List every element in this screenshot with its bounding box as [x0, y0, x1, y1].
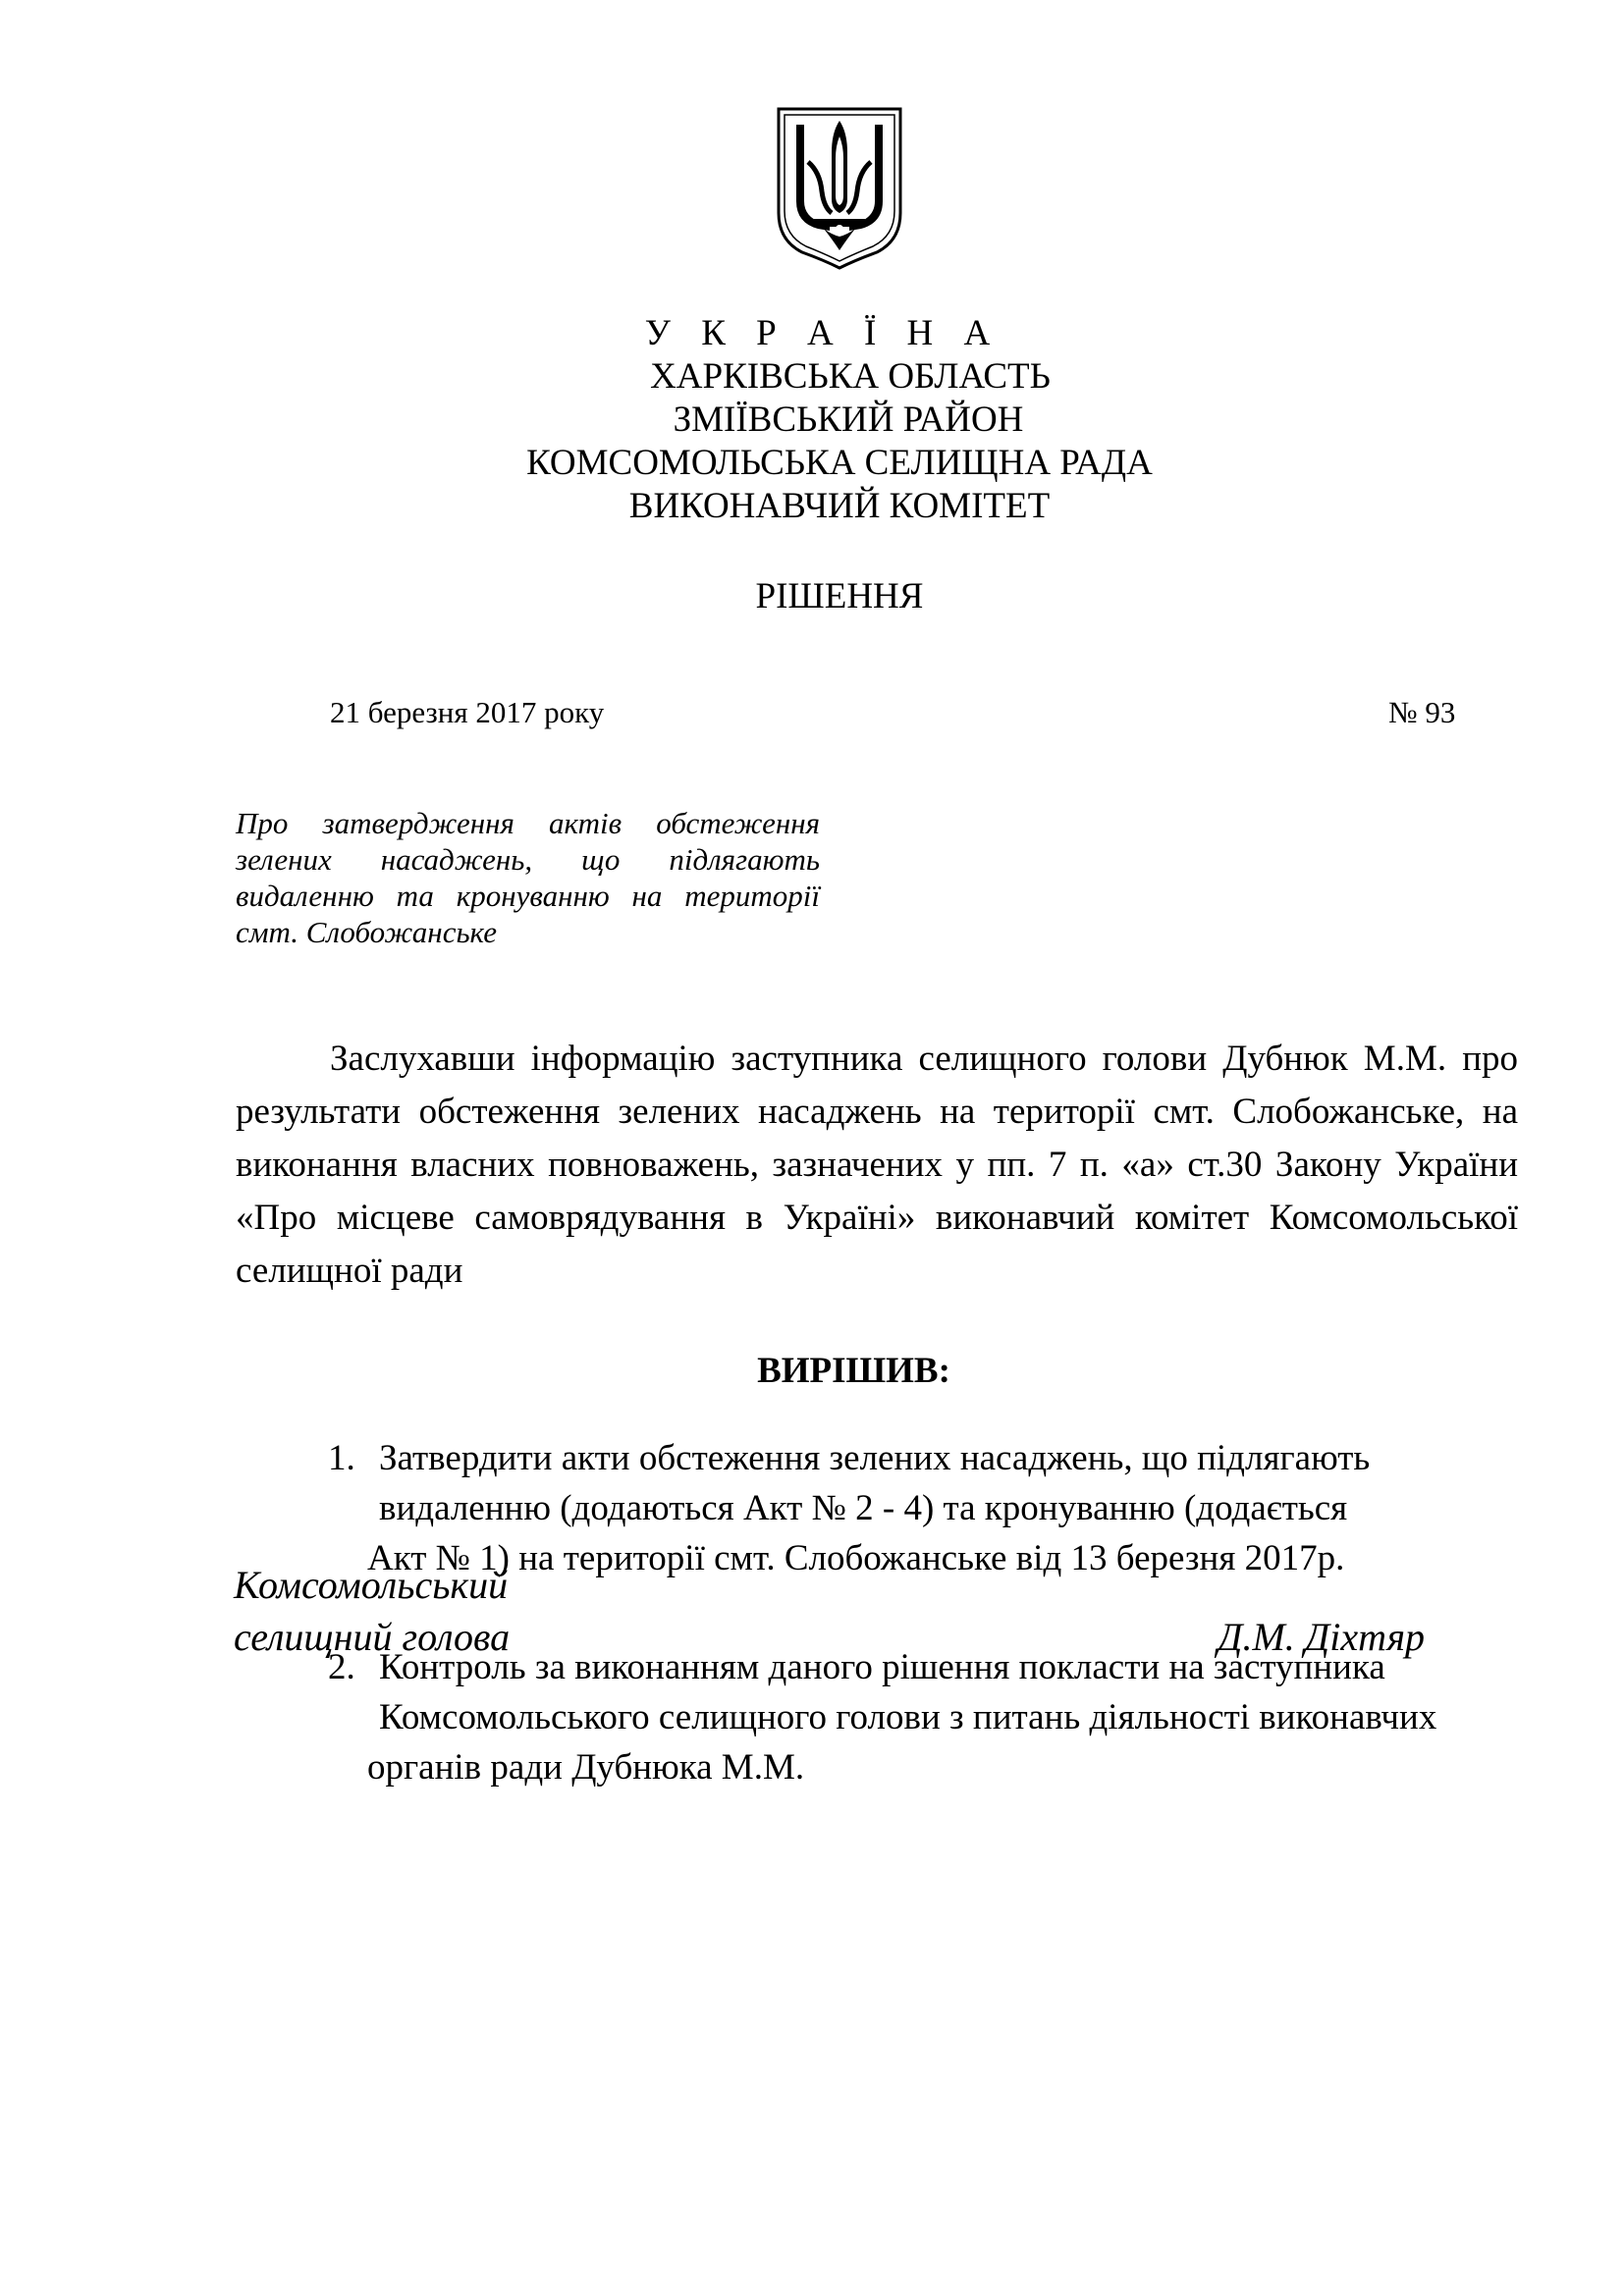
document-number: № 93 — [1388, 695, 1456, 729]
list-item — [328, 1642, 1536, 1792]
header-country: У К Р А Ї Н А — [644, 313, 1001, 353]
signer-position-line2: селищний голова — [234, 1615, 511, 1659]
item-line: Акт № 1) на території смт. Слобожанське від 13 березня 2017р. — [367, 1538, 1345, 1578]
document-type: РІШЕННЯ — [755, 576, 924, 616]
item-line: Комсомольського селищного голови з питань діяльності виконавчих — [379, 1697, 1437, 1737]
signer-name: Д.М. Діхтяр — [1218, 1615, 1426, 1659]
item-line: органів ради Дубнюка М.М. — [367, 1747, 805, 1788]
item-number: 2. — [328, 1647, 355, 1687]
preamble-paragraph: Заслухавши інформацію заступника селищного голови Дубнюк М.М. про результати обстеження зелених насаджень на території смт. Слобожанське, на виконання власних повноважень, зазначених у пп. 7 п. «а» ст.30 Закону України «Про місцеве самоврядування в Україні» виконавчий комітет Комсомольської селищної ради — [236, 1039, 1518, 1291]
signer-position-line1: Комсомольський — [234, 1563, 509, 1607]
document-subject: Про затвердження актів обстеження зелених насаджень, що підлягають видаленню та кронуванню на території смт. Слобожанське — [236, 806, 820, 949]
header-rayon: ЗМІЇВСЬКИЙ РАЙОН — [673, 400, 1024, 440]
item-number: 1. — [328, 1438, 355, 1478]
coat-of-arms-icon — [771, 103, 908, 270]
resolved-heading: ВИРІШИВ: — [757, 1351, 950, 1391]
header-oblast: ХАРКІВСЬКА ОБЛАСТЬ — [650, 356, 1051, 397]
header-council: КОМСОМОЛЬСЬКА СЕЛИЩНА РАДА — [526, 443, 1153, 483]
header-committee: ВИКОНАВЧИЙ КОМІТЕТ — [628, 486, 1051, 526]
signer-position — [234, 1559, 510, 1663]
item-line: Контроль за виконанням даного рішення покласти на заступника — [379, 1647, 1385, 1687]
document-date: 21 березня 2017 року — [330, 695, 605, 729]
item-line: Затвердити акти обстеження зелених насаджень, що підлягають — [379, 1438, 1371, 1478]
item-line: видаленню (додаються Акт № 2 - 4) та кронуванню (додається — [379, 1488, 1348, 1528]
